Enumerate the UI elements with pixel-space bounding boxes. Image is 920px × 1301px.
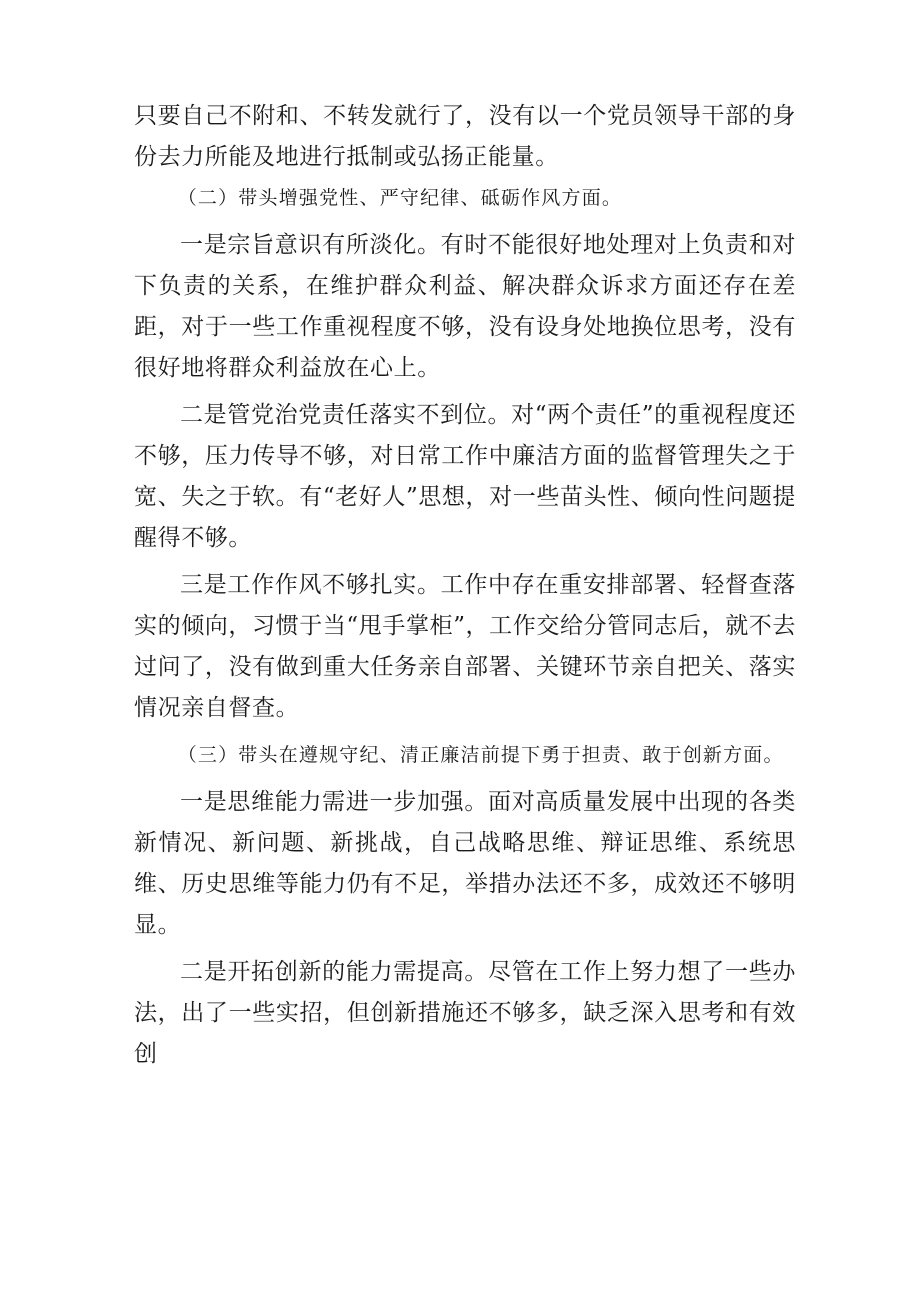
- paragraph-party-responsibility: 二是管党治党责任落实不到位。对“两个责任”的重视程度还不够，压力传导不够，对日常工作中廉洁方面的监督管理失之于宽、失之于软。有“老好人”思想，对一些苗头性、倾向性问题提醒得不够。: [134, 402, 796, 551]
- paragraph-continuation: 只要自己不附和、不转发就行了，没有以一个党员领导干部的身份去力所能及地进行抵制或弘扬正能量。: [134, 103, 796, 170]
- section-heading-three: （三）带头在遵规守纪、清正廉洁前提下勇于担责、敢于创新方面。: [177, 744, 784, 766]
- paragraph-purpose-awareness: 一是宗旨意识有所淡化。有时不能很好地处理对上负责和对下负责的关系，在维护群众利益、解决群众诉求方面还存在差距，对于一些工作重视程度不够，没有设身处地换位思考，没有很好地将群众利益放在心上。: [134, 232, 796, 381]
- document-body: [134, 96, 796, 1081]
- paragraph-innovation-ability: 二是开拓创新的能力需提高。尽管在工作上努力想了一些办法，出了一些实招，但创新措施还不够多，缺乏深入思考和有效创: [134, 959, 796, 1067]
- paragraph-work-style: 三是工作作风不够扎实。工作中存在重安排部署、轻督查落实的倾向，习惯于当“甩手掌柜”，工作交给分管同志后，就不去过问了，没有做到重大任务亲自部署、关键环节亲自把关、落实情况亲自督查。: [134, 572, 796, 721]
- paragraph-thinking-ability: 一是思维能力需进一步加强。面对高质量发展中出现的各类新情况、新问题、新挑战，自己战略思维、辩证思维、系统思维、历史思维等能力仍有不足，举措办法还不多，成效还不够明显。: [134, 789, 796, 938]
- section-heading-two: （二）带头增强党性、严守纪律、砥砺作风方面。: [177, 187, 623, 209]
